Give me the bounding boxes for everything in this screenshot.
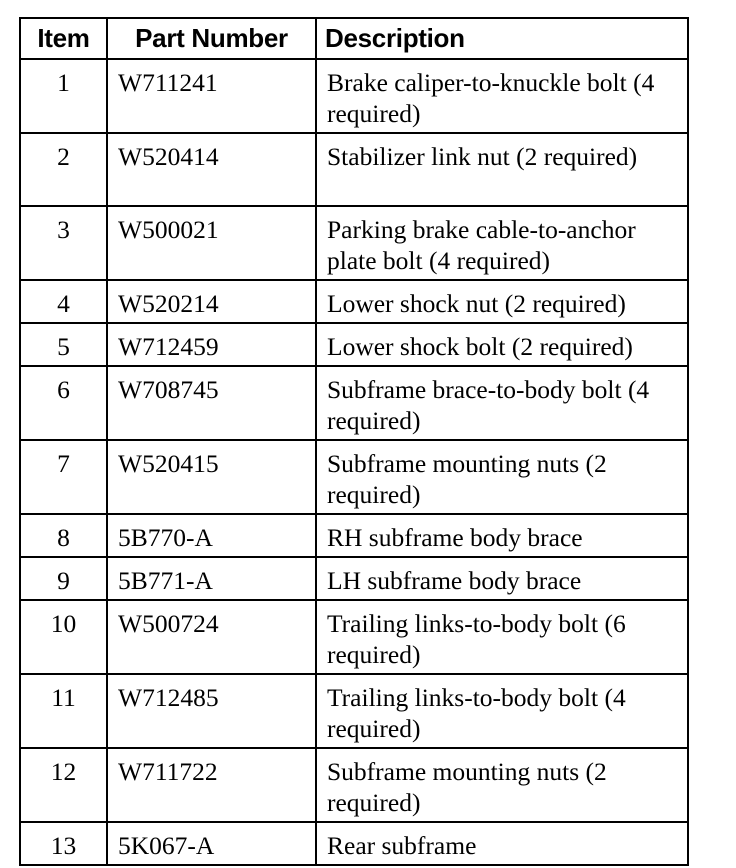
description-cell: Trailing links-to-body bolt (6 required)	[316, 600, 688, 674]
table-row	[20, 280, 688, 323]
part-number-cell: W712485	[107, 674, 316, 748]
table-row	[20, 600, 688, 674]
column-header-part-number: Part Number	[107, 18, 316, 59]
part-number-cell: 5B770-A	[107, 514, 316, 557]
table-row	[20, 59, 688, 133]
description-cell: Subframe brace-to-body bolt (4 required)	[316, 366, 688, 440]
description-cell: Rear subframe	[316, 822, 688, 865]
item-number-cell: 5	[20, 323, 107, 366]
description-cell: Lower shock bolt (2 required)	[316, 323, 688, 366]
table-row	[20, 440, 688, 514]
table-row	[20, 514, 688, 557]
description-cell: RH subframe body brace	[316, 514, 688, 557]
item-number-cell: 12	[20, 748, 107, 822]
description-cell: Brake caliper-to-knuckle bolt (4 required)	[316, 59, 688, 133]
table-row	[20, 323, 688, 366]
description-cell: Lower shock nut (2 required)	[316, 280, 688, 323]
item-number-cell: 7	[20, 440, 107, 514]
table-header-row	[20, 18, 688, 59]
part-number-cell: W500021	[107, 206, 316, 280]
item-number-cell: 4	[20, 280, 107, 323]
item-number-cell: 6	[20, 366, 107, 440]
table-row	[20, 674, 688, 748]
column-header-description: Description	[316, 18, 688, 59]
part-number-cell: 5K067-A	[107, 822, 316, 865]
table-row	[20, 133, 688, 206]
part-number-cell: W500724	[107, 600, 316, 674]
description-cell: Trailing links-to-body bolt (4 required)	[316, 674, 688, 748]
table-row	[20, 748, 688, 822]
item-number-cell: 13	[20, 822, 107, 865]
part-number-cell: W520414	[107, 133, 316, 206]
parts-table	[19, 17, 689, 866]
table-row	[20, 206, 688, 280]
part-number-cell: 5B771-A	[107, 557, 316, 600]
description-cell: Stabilizer link nut (2 required)	[316, 133, 688, 206]
table-row	[20, 557, 688, 600]
part-number-cell: W708745	[107, 366, 316, 440]
table-row	[20, 366, 688, 440]
item-number-cell: 9	[20, 557, 107, 600]
table-row	[20, 822, 688, 865]
item-number-cell: 2	[20, 133, 107, 206]
item-number-cell: 8	[20, 514, 107, 557]
description-cell: Subframe mounting nuts (2 required)	[316, 440, 688, 514]
item-number-cell: 10	[20, 600, 107, 674]
item-number-cell: 1	[20, 59, 107, 133]
part-number-cell: W711722	[107, 748, 316, 822]
column-header-item: Item	[20, 18, 107, 59]
part-number-cell: W711241	[107, 59, 316, 133]
part-number-cell: W712459	[107, 323, 316, 366]
description-cell: Parking brake cable-to-anchor plate bolt (4 required)	[316, 206, 688, 280]
part-number-cell: W520415	[107, 440, 316, 514]
part-number-cell: W520214	[107, 280, 316, 323]
description-cell: LH subframe body brace	[316, 557, 688, 600]
description-cell: Subframe mounting nuts (2 required)	[316, 748, 688, 822]
item-number-cell: 11	[20, 674, 107, 748]
item-number-cell: 3	[20, 206, 107, 280]
